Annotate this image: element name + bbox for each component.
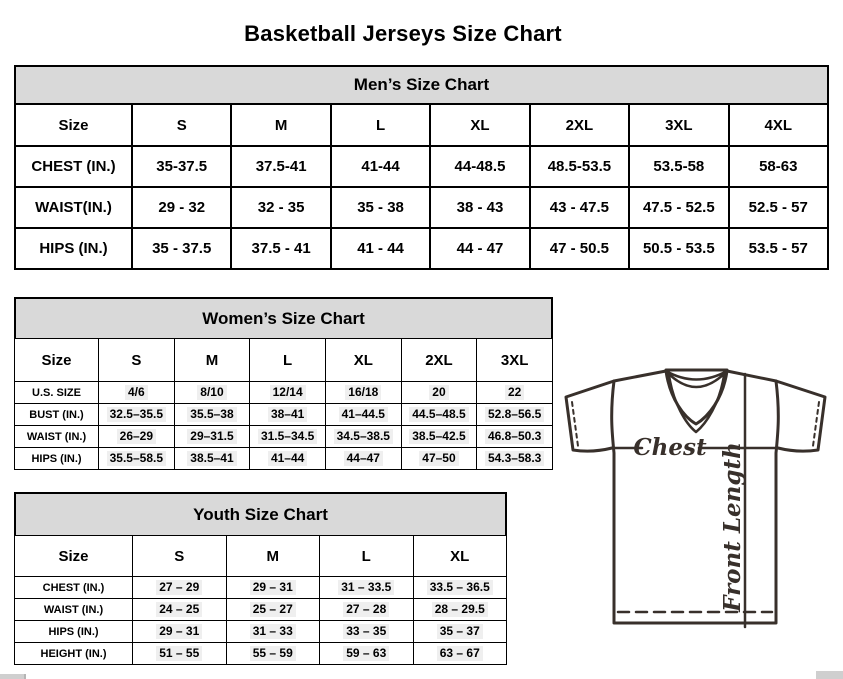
size-value: 29 – 31: [156, 624, 202, 638]
column-header: L: [250, 339, 326, 382]
bottom-left-cutoff-fragment: [0, 674, 26, 679]
column-header: S: [99, 339, 175, 382]
youth-section-header: Youth Size Chart: [14, 492, 507, 535]
size-value: 51 – 55: [156, 646, 202, 660]
bottom-right-cutoff-fragment: [816, 671, 843, 679]
column-header: Size: [15, 339, 99, 382]
column-header: 2XL: [401, 339, 477, 382]
size-value: 22: [505, 385, 524, 399]
column-header: 3XL: [477, 339, 553, 382]
size-value-cell: [174, 426, 250, 448]
size-value-cell: [226, 577, 320, 599]
size-value-cell: 58-63: [729, 146, 828, 187]
womens-size-table: [14, 338, 553, 470]
size-value: 26–29: [117, 429, 156, 443]
row-label: HIPS (IN.): [15, 448, 99, 470]
size-value: 12/14: [270, 385, 306, 399]
size-value-cell: [413, 621, 507, 643]
size-value-cell: [226, 643, 320, 665]
size-value: 52.8–56.5: [485, 407, 544, 421]
size-value: 35.5–38: [187, 407, 236, 421]
size-value-cell: 50.5 - 53.5: [629, 228, 728, 269]
table-row: [15, 577, 507, 599]
jersey-outline: [566, 370, 825, 627]
column-header: S: [133, 536, 227, 577]
size-value-cell: [133, 621, 227, 643]
size-value-cell: [174, 404, 250, 426]
size-value: 31 – 33.5: [338, 580, 394, 594]
size-value-cell: 35 - 37.5: [132, 228, 231, 269]
size-value: 55 – 59: [250, 646, 296, 660]
column-header: 4XL: [729, 104, 828, 146]
row-label: WAIST (IN.): [15, 426, 99, 448]
size-value-cell: 41 - 44: [331, 228, 430, 269]
size-value: 31.5–34.5: [258, 429, 317, 443]
column-header: S: [132, 104, 231, 146]
size-value-cell: [226, 621, 320, 643]
size-value-cell: [99, 382, 175, 404]
mens-size-table: [14, 103, 829, 270]
size-value: 38.5–42.5: [409, 429, 468, 443]
size-value: 63 – 67: [437, 646, 483, 660]
size-value-cell: 41-44: [331, 146, 430, 187]
mens-header-row: [15, 104, 828, 146]
size-value: 8/10: [197, 385, 226, 399]
size-value-cell: [401, 404, 477, 426]
table-row: [15, 621, 507, 643]
size-value-cell: 43 - 47.5: [530, 187, 629, 228]
size-value-cell: 29 - 32: [132, 187, 231, 228]
size-value-cell: 37.5-41: [231, 146, 330, 187]
size-value-cell: [174, 382, 250, 404]
size-value-cell: [250, 448, 326, 470]
size-value-cell: [99, 404, 175, 426]
size-value-cell: 53.5 - 57: [729, 228, 828, 269]
size-value-cell: 47 - 50.5: [530, 228, 629, 269]
table-row: [15, 448, 553, 470]
row-label: WAIST(IN.): [15, 187, 132, 228]
column-header: M: [226, 536, 320, 577]
row-label: WAIST (IN.): [15, 599, 133, 621]
size-value-cell: [133, 577, 227, 599]
size-value-cell: [413, 643, 507, 665]
size-value: 29 – 31: [250, 580, 296, 594]
womens-size-chart-section: [14, 297, 553, 470]
size-value: 4/6: [125, 385, 148, 399]
column-header: XL: [325, 339, 401, 382]
column-header: Size: [15, 104, 132, 146]
mens-section-header: Men’s Size Chart: [14, 65, 829, 103]
size-value: 24 – 25: [156, 602, 202, 616]
table-row: [15, 404, 553, 426]
size-value-cell: 48.5-53.5: [530, 146, 629, 187]
size-value: 25 – 27: [250, 602, 296, 616]
size-value: 54.3–58.3: [485, 451, 544, 465]
chest-label: Chest: [633, 434, 707, 461]
table-row: [15, 228, 828, 269]
size-value-cell: 44 - 47: [430, 228, 529, 269]
size-value: 41–44: [268, 451, 307, 465]
column-header: XL: [413, 536, 507, 577]
size-value-cell: [325, 426, 401, 448]
size-value-cell: [413, 577, 507, 599]
size-value-cell: [401, 382, 477, 404]
size-value-cell: [325, 404, 401, 426]
size-value: 34.5–38.5: [334, 429, 393, 443]
column-header: 2XL: [530, 104, 629, 146]
row-label: CHEST (IN.): [15, 577, 133, 599]
column-header: XL: [430, 104, 529, 146]
column-header: L: [320, 536, 414, 577]
front-length-label: Front Length: [719, 442, 746, 612]
page-title: Basketball Jerseys Size Chart: [244, 20, 562, 46]
size-value-cell: [401, 448, 477, 470]
column-header: L: [331, 104, 430, 146]
size-value-cell: 52.5 - 57: [729, 187, 828, 228]
row-label: HIPS (IN.): [15, 621, 133, 643]
size-value-cell: [174, 448, 250, 470]
size-value-cell: 38 - 43: [430, 187, 529, 228]
size-value-cell: 35-37.5: [132, 146, 231, 187]
row-label: HIPS (IN.): [15, 228, 132, 269]
jersey-diagram: [552, 355, 840, 647]
size-value: 32.5–35.5: [107, 407, 166, 421]
size-value: 46.8–50.3: [485, 429, 544, 443]
size-value: 44.5–48.5: [409, 407, 468, 421]
size-value: 35 – 37: [437, 624, 483, 638]
size-value: 20: [429, 385, 448, 399]
row-label: CHEST (IN.): [15, 146, 132, 187]
column-header: Size: [15, 536, 133, 577]
size-value: 38.5–41: [187, 451, 236, 465]
size-value: 33.5 – 36.5: [427, 580, 493, 594]
size-value-cell: [99, 448, 175, 470]
size-value-cell: [99, 426, 175, 448]
table-row: [15, 382, 553, 404]
size-value-cell: [250, 404, 326, 426]
size-value: 35.5–58.5: [107, 451, 166, 465]
mens-size-chart-section: [14, 65, 829, 270]
size-value-cell: [477, 426, 553, 448]
size-value-cell: [477, 448, 553, 470]
size-value-cell: 37.5 - 41: [231, 228, 330, 269]
column-header: 3XL: [629, 104, 728, 146]
size-value-cell: [477, 404, 553, 426]
table-row: [15, 426, 553, 448]
size-value-cell: [133, 599, 227, 621]
row-label: U.S. SIZE: [15, 382, 99, 404]
size-value: 44–47: [344, 451, 383, 465]
size-value: 41–44.5: [339, 407, 388, 421]
youth-header-row: [15, 536, 507, 577]
size-value-cell: [250, 426, 326, 448]
size-value-cell: [325, 382, 401, 404]
size-value: 38–41: [268, 407, 307, 421]
size-value-cell: 35 - 38: [331, 187, 430, 228]
womens-section-header: Women’s Size Chart: [14, 297, 553, 338]
size-value-cell: 44-48.5: [430, 146, 529, 187]
size-value-cell: [477, 382, 553, 404]
size-value-cell: [325, 448, 401, 470]
size-value-cell: [226, 599, 320, 621]
row-label: BUST (IN.): [15, 404, 99, 426]
size-value: 29–31.5: [187, 429, 236, 443]
size-value: 33 – 35: [343, 624, 389, 638]
size-value-cell: [320, 621, 414, 643]
size-value-cell: [320, 643, 414, 665]
size-value-cell: [401, 426, 477, 448]
size-value-cell: [320, 577, 414, 599]
size-value: 28 – 29.5: [432, 602, 488, 616]
size-value: 31 – 33: [250, 624, 296, 638]
table-row: [15, 599, 507, 621]
column-header: M: [174, 339, 250, 382]
table-row: [15, 146, 828, 187]
column-header: M: [231, 104, 330, 146]
size-value-cell: [250, 382, 326, 404]
size-value-cell: [413, 599, 507, 621]
table-row: [15, 643, 507, 665]
size-value-cell: 53.5-58: [629, 146, 728, 187]
size-value-cell: [133, 643, 227, 665]
womens-header-row: [15, 339, 553, 382]
row-label: HEIGHT (IN.): [15, 643, 133, 665]
size-value: 27 – 28: [343, 602, 389, 616]
size-value: 59 – 63: [343, 646, 389, 660]
size-value: 16/18: [345, 385, 381, 399]
youth-size-chart-section: [14, 492, 507, 665]
size-value-cell: [320, 599, 414, 621]
size-value: 27 – 29: [156, 580, 202, 594]
size-value: 47–50: [419, 451, 458, 465]
table-row: [15, 187, 828, 228]
size-value-cell: 32 - 35: [231, 187, 330, 228]
size-value-cell: 47.5 - 52.5: [629, 187, 728, 228]
youth-size-table: [14, 535, 507, 665]
